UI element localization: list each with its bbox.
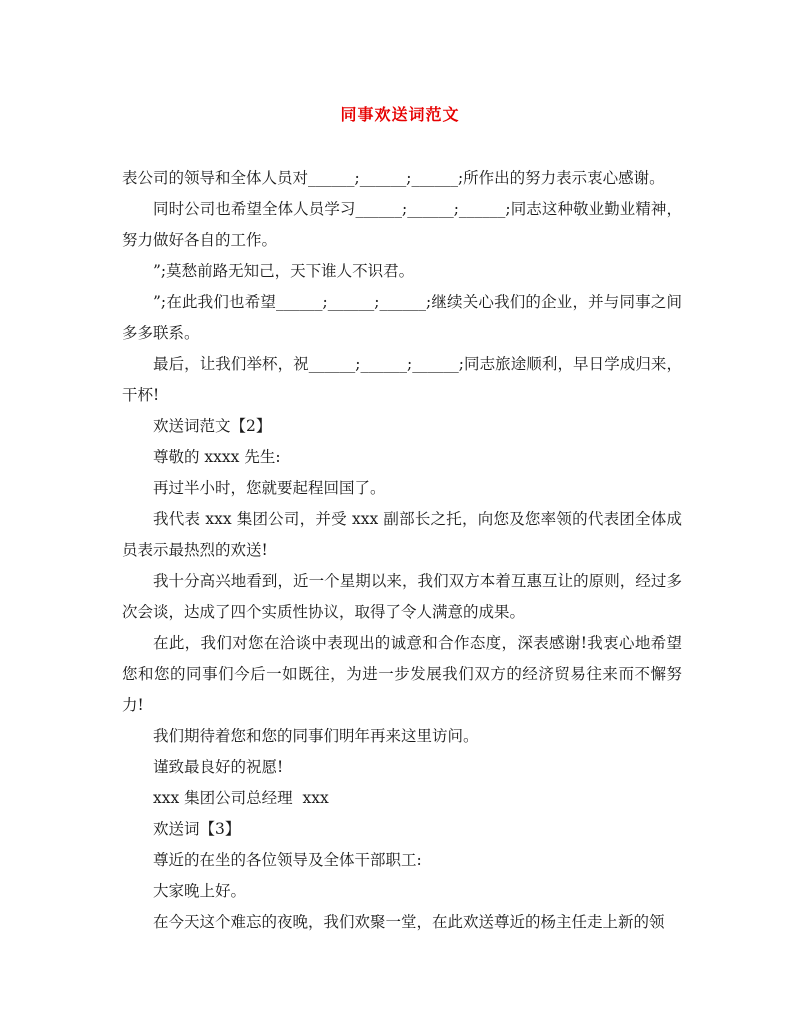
paragraph: 表公司的领导和全体人员对______;______;______;所作出的努力表示衷心感谢。 [122, 169, 665, 187]
salutation: 尊敬的 xxxx 先生: [153, 448, 281, 466]
paragraph: 我们期待着您和您的同事们明年再来这里访问。 [153, 727, 479, 745]
paragraph: 在此，我们对您在洽谈中表现出的诚意和合作态度，深表感谢!我衷心地希望您和您的同事们今后一如既往，为进一步发展我们双方的经济贸易往来而不懈努力! [122, 634, 682, 714]
section-heading: 欢送词范文【2】 [153, 417, 272, 435]
document-title: 同事欢送词范文 [340, 105, 460, 124]
signature: xxx 集团公司总经理 xxx [153, 789, 329, 807]
paragraph: 在今天这个难忘的夜晚，我们欢聚一堂，在此欢送尊近的杨主任走上新的领 [153, 913, 665, 931]
paragraph: 大家晚上好。 [153, 882, 247, 900]
paragraph: 同时公司也希望全体人员学习______;______;______;同志这种敬业勤业精神，努力做好各自的工作。 [122, 200, 682, 249]
paragraph: 我十分高兴地看到，近一个星期以来，我们双方本着互惠互让的原则，经过多次会谈，达成了四个实质性协议，取得了令人满意的成果。 [122, 572, 682, 621]
paragraph: 再过半小时，您就要起程回国了。 [153, 479, 386, 497]
paragraph: 最后，让我们举杯，祝______;______;______;同志旅途顺利，早日学成归来，干杯! [122, 355, 682, 404]
document-body [122, 163, 682, 938]
closing-line: 谨致最良好的祝愿! [153, 758, 284, 776]
paragraph: 我代表 xxx 集团公司，并受 xxx 副部长之托，向您及您率领的代表团全体成员表示最热烈的欢送! [122, 510, 682, 559]
paragraph: ”;莫愁前路无知己，天下谁人不识君。 [153, 262, 415, 280]
section-heading: 欢送词【3】 [153, 820, 241, 838]
salutation: 尊近的在坐的各位领导及全体干部职工: [153, 851, 422, 869]
paragraph: ”;在此我们也希望______;______;______;继续关心我们的企业，并与同事之间多多联系。 [122, 293, 682, 342]
